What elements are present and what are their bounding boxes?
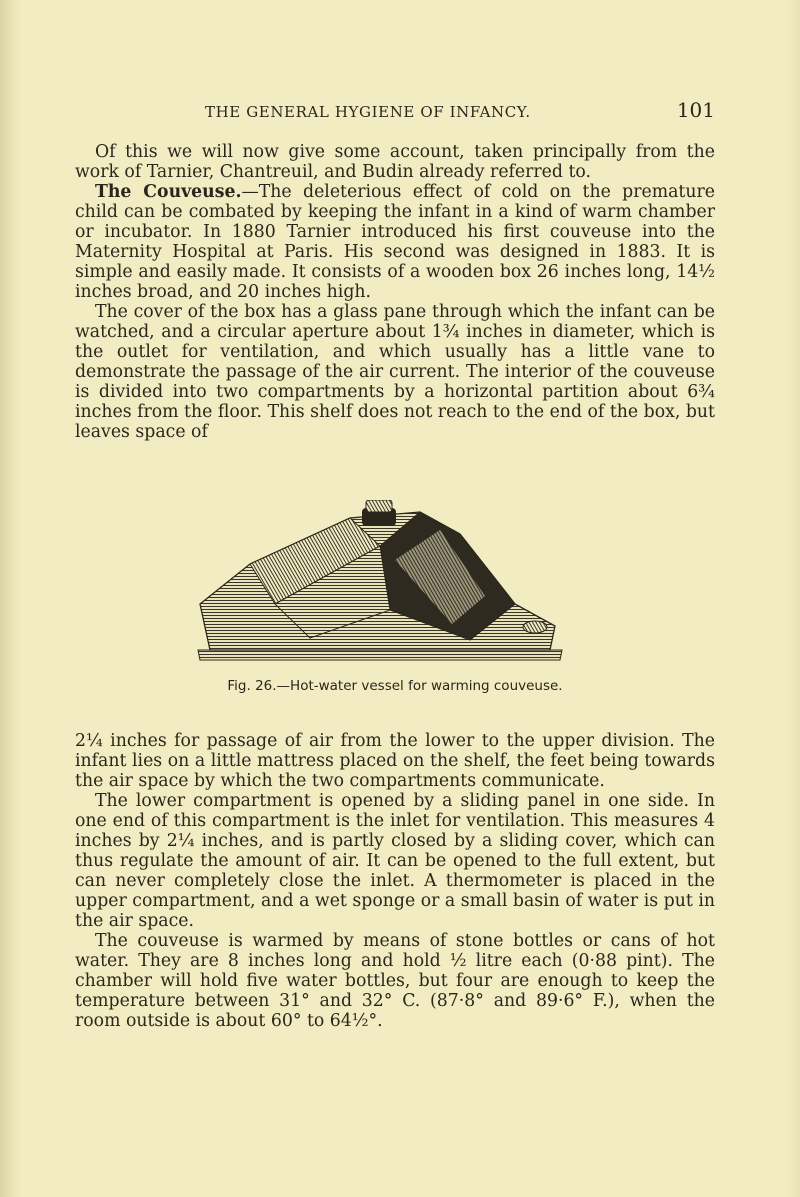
paragraph-couveuse bbox=[75, 182, 715, 302]
couveuse-text: —The deleterious effect of cold on the premature child can be combated by keeping the infant in a kind of warm chamber or incubator. In 1880 Tarnier introduced his first couveuse into the Maternity Hospital at Paris. His second was designed in 1883. It is simple and easily made. It consists of a wooden box 26 inches long, 14½ inches broad, and 20 inches high. bbox=[75, 182, 715, 302]
page-edge bbox=[788, 0, 800, 1197]
running-head: THE GENERAL HYGIENE OF INFANCY. bbox=[205, 103, 531, 121]
paragraph-air-passage: 2¼ inches for passage of air from the lower to the upper division. The infant lies on a little mattress placed on the shelf, the feet being towards the air space by which the two compartments communicate. bbox=[75, 731, 715, 791]
figure-hot-water-vessel bbox=[190, 500, 570, 670]
paragraph-lower-compartment: The lower compartment is opened by a sliding panel in one side. In one end of this compartment is the inlet for ventilation. This measures 4 inches by 2¼ inches, and is partly closed by a sliding cover, which can thus regulate the amount of air. It can be opened to the full extent, but can never completely close the inlet. A thermometer is placed in the upper compartment, and a wet sponge or a small basin of water is put in the air space. bbox=[75, 791, 715, 931]
couveuse-heading: The Couveuse. bbox=[95, 182, 242, 202]
page-number: 101 bbox=[676, 98, 715, 122]
book-spine-shadow bbox=[0, 0, 22, 1197]
paragraph-warming: The couveuse is warmed by means of stone bottles or cans of hot water. They are 8 inches long and hold ½ litre each (0·88 pint). The chamber will hold five water bottles, but four are enough to keep the temperature between 31° and 32° C. (87·8° and 89·6° F.), when the room outside is about 60° to 64½°. bbox=[75, 931, 715, 1031]
paragraph-intro: Of this we will now give some account, taken principally from the work of Tarnier, Chantreuil, and Budin already referred to. bbox=[75, 142, 715, 182]
page-header bbox=[75, 100, 715, 124]
paragraph-cover: The cover of the box has a glass pane through which the infant can be watched, and a circular aperture about 1¾ inches in diameter, which is the outlet for ventilation, and which usually has a little vane to demonstrate the passage of the air current. The interior of the couveuse is divided into two compartments by a horizontal partition about 6¾ inches from the floor. This shelf does not reach to the end of the box, but leaves space of bbox=[75, 302, 715, 442]
hot-water-vessel-illustration bbox=[190, 500, 570, 670]
text-block-top bbox=[75, 142, 715, 442]
text-block-bottom bbox=[75, 731, 715, 1031]
figure-caption: Fig. 26.—Hot-water vessel for warming couveuse. bbox=[227, 678, 563, 694]
